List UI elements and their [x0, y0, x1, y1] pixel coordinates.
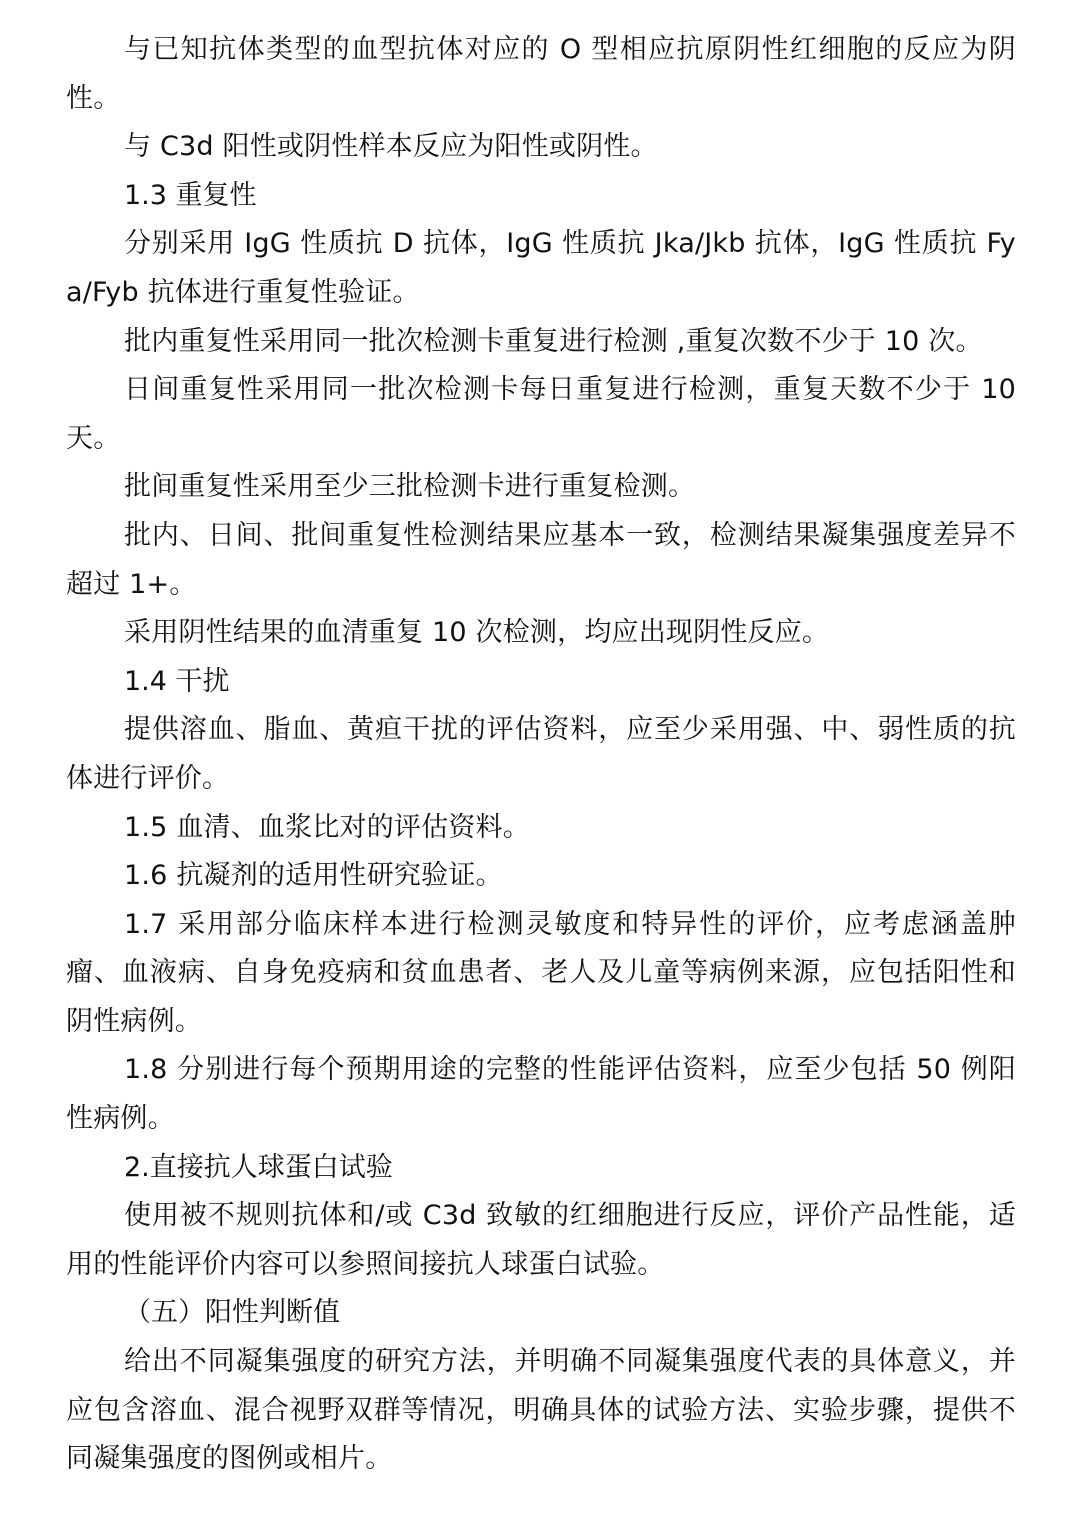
section-heading: （五）阳性判断值: [124, 1297, 340, 1329]
paragraph: 提供溶血、脂血、黄疸干扰的评估资料，应至少采用强、中、弱性质的抗体进行评价。: [66, 714, 1016, 794]
document-page: [66, 26, 1016, 1484]
paragraph: 1.8 分别进行每个预期用途的完整的性能评估资料，应至少包括 50 例阳性病例。: [66, 1054, 1016, 1135]
paragraph: 分别采用 IgG 性质抗 D 抗体，IgG 性质抗 Jka/Jkb 抗体，IgG 性质抗 Fya/Fyb 抗体进行重复性验证。: [66, 228, 1016, 308]
paragraph: 批内、日间、批间重复性检测结果应基本一致，检测结果凝集强度差异不超过 1+。: [66, 519, 1016, 600]
paragraph: 1.6 抗凝剂的适用性研究验证。: [124, 860, 503, 892]
paragraph: 与 C3d 阳性或阴性样本反应为阳性或阴性。: [124, 131, 658, 163]
section-heading: 2.直接抗人球蛋白试验: [124, 1151, 393, 1183]
paragraph: 批间重复性采用至少三批检测卡进行重复检测。: [124, 471, 696, 503]
paragraph: 使用被不规则抗体和/或 C3d 致敏的红细胞进行反应，评价产品性能，适用的性能评价内容可以参照间接抗人球蛋白试验。: [66, 1200, 1016, 1280]
section-heading: 1.4 干扰: [124, 665, 230, 697]
paragraph: 与已知抗体类型的血型抗体对应的 O 型相应抗原阴性红细胞的反应为阴性。: [66, 34, 1016, 114]
paragraph: 批内重复性采用同一批次检测卡重复进行检测 ,重复次数不少于 10 次。: [124, 325, 983, 357]
paragraph: 1.7 采用部分临床样本进行检测灵敏度和特异性的评价，应考虑涵盖肿瘤、血液病、自身免疫病和贫血患者、老人及儿童等病例来源，应包括阳性和阴性病例。: [66, 908, 1016, 1037]
section-heading: 1.3 重复性: [124, 179, 257, 211]
paragraph: 1.5 血清、血浆比对的评估资料。: [124, 811, 530, 843]
paragraph: 采用阴性结果的血清重复 10 次检测，均应出现阴性反应。: [124, 617, 830, 649]
paragraph: 日间重复性采用同一批次检测卡每日重复进行检测，重复天数不少于 10 天。: [66, 374, 1016, 454]
paragraph: 给出不同凝集强度的研究方法，并明确不同凝集强度代表的具体意义，并应包含溶血、混合视野双群等情况，明确具体的试验方法、实验步骤，提供不同凝集强度的图例或相片。: [66, 1346, 1016, 1475]
